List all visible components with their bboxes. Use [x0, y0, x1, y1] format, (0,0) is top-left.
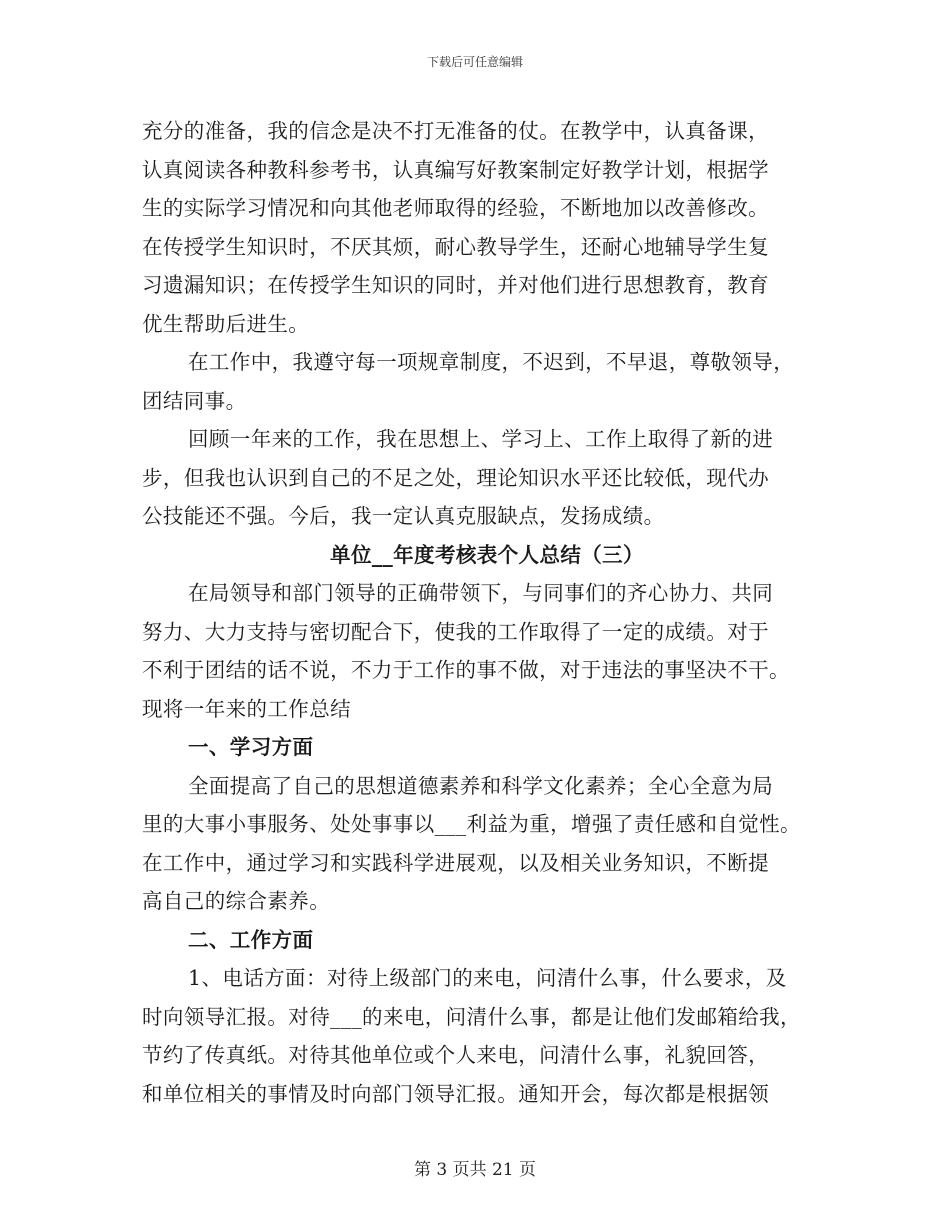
document-body	[142, 112, 822, 1113]
text-line: 时向领导汇报。对待___的来电，问清什么事，都是让他们发邮箱给我，	[142, 1004, 801, 1029]
text-line: 步，但我也认识到自己的不足之处，理论知识水平还比较低，现代办	[142, 465, 769, 490]
paragraph-start: 在局领导和部门领导的正确带领下，与同事们的齐心协力、共同	[188, 581, 774, 605]
text-line: 节约了传真纸。对待其他单位或个人来电，问清什么事，礼貌回答，	[142, 1043, 769, 1067]
page-number: 第 3 页共 21 页	[413, 1160, 537, 1180]
text-line: 认真阅读各种教科参考书，认真编写好教案制定好教学计划，根据学	[142, 157, 769, 182]
text-line: 努力、大力支持与密切配合下，使我的工作取得了一定的成绩。对于	[142, 619, 769, 644]
paragraph-start: 1、电话方面：对待上级部门的来电，问清什么事，什么要求，及	[188, 966, 787, 990]
text-line: 现将一年来的工作总结	[142, 696, 351, 721]
text-line: 公技能还不强。今后，我一定认真克服缺点，发扬成绩。	[142, 504, 665, 528]
text-line: 高自己的综合素养。	[142, 889, 331, 913]
subsection-heading: 二、工作方面	[188, 927, 314, 952]
text-line: 充分的准备，我的信念是决不打无准备的仗。在教学中，认真备课，	[142, 119, 769, 143]
text-line: 优生帮助后进生。	[142, 311, 310, 336]
text-line: 在工作中，通过学习和实践科学进展观，以及相关业务知识，不断提	[142, 850, 769, 875]
section-title: 单位__年度考核表个人总结（三）	[330, 542, 644, 567]
paragraph-start: 回顾一年来的工作，我在思想上、学习上、工作上取得了新的进	[188, 427, 774, 451]
text-line: 和单位相关的事情及时向部门领导汇报。通知开会，每次都是根据领	[142, 1081, 769, 1106]
text-line: 里的大事小事服务、处处事事以___利益为重，增强了责任感和自觉性。	[142, 812, 801, 836]
paragraph-start: 全面提高了自己的思想道德素养和科学文化素养；全心全意为局	[188, 773, 774, 798]
paragraph-start: 在工作中，我遵守每一项规章制度，不迟到，不早退，尊敬领导，	[188, 350, 795, 374]
text-line: 生的实际学习情况和向其他老师取得的经验，不断地加以改善修改。	[142, 196, 769, 220]
text-line: 习遗漏知识；在传授学生知识的同时，并对他们进行思想教育，教育	[142, 273, 769, 297]
text-line: 团结同事。	[142, 388, 247, 413]
page-header: 下载后可任意编辑	[426, 55, 523, 69]
text-line: 不利于团结的话不说，不力于工作的事不做，对于违法的事坚决不干。	[142, 658, 790, 682]
subsection-heading: 一、学习方面	[188, 735, 314, 759]
text-line: 在传授学生知识时，不厌其烦，耐心教导学生，还耐心地辅导学生复	[142, 234, 769, 259]
